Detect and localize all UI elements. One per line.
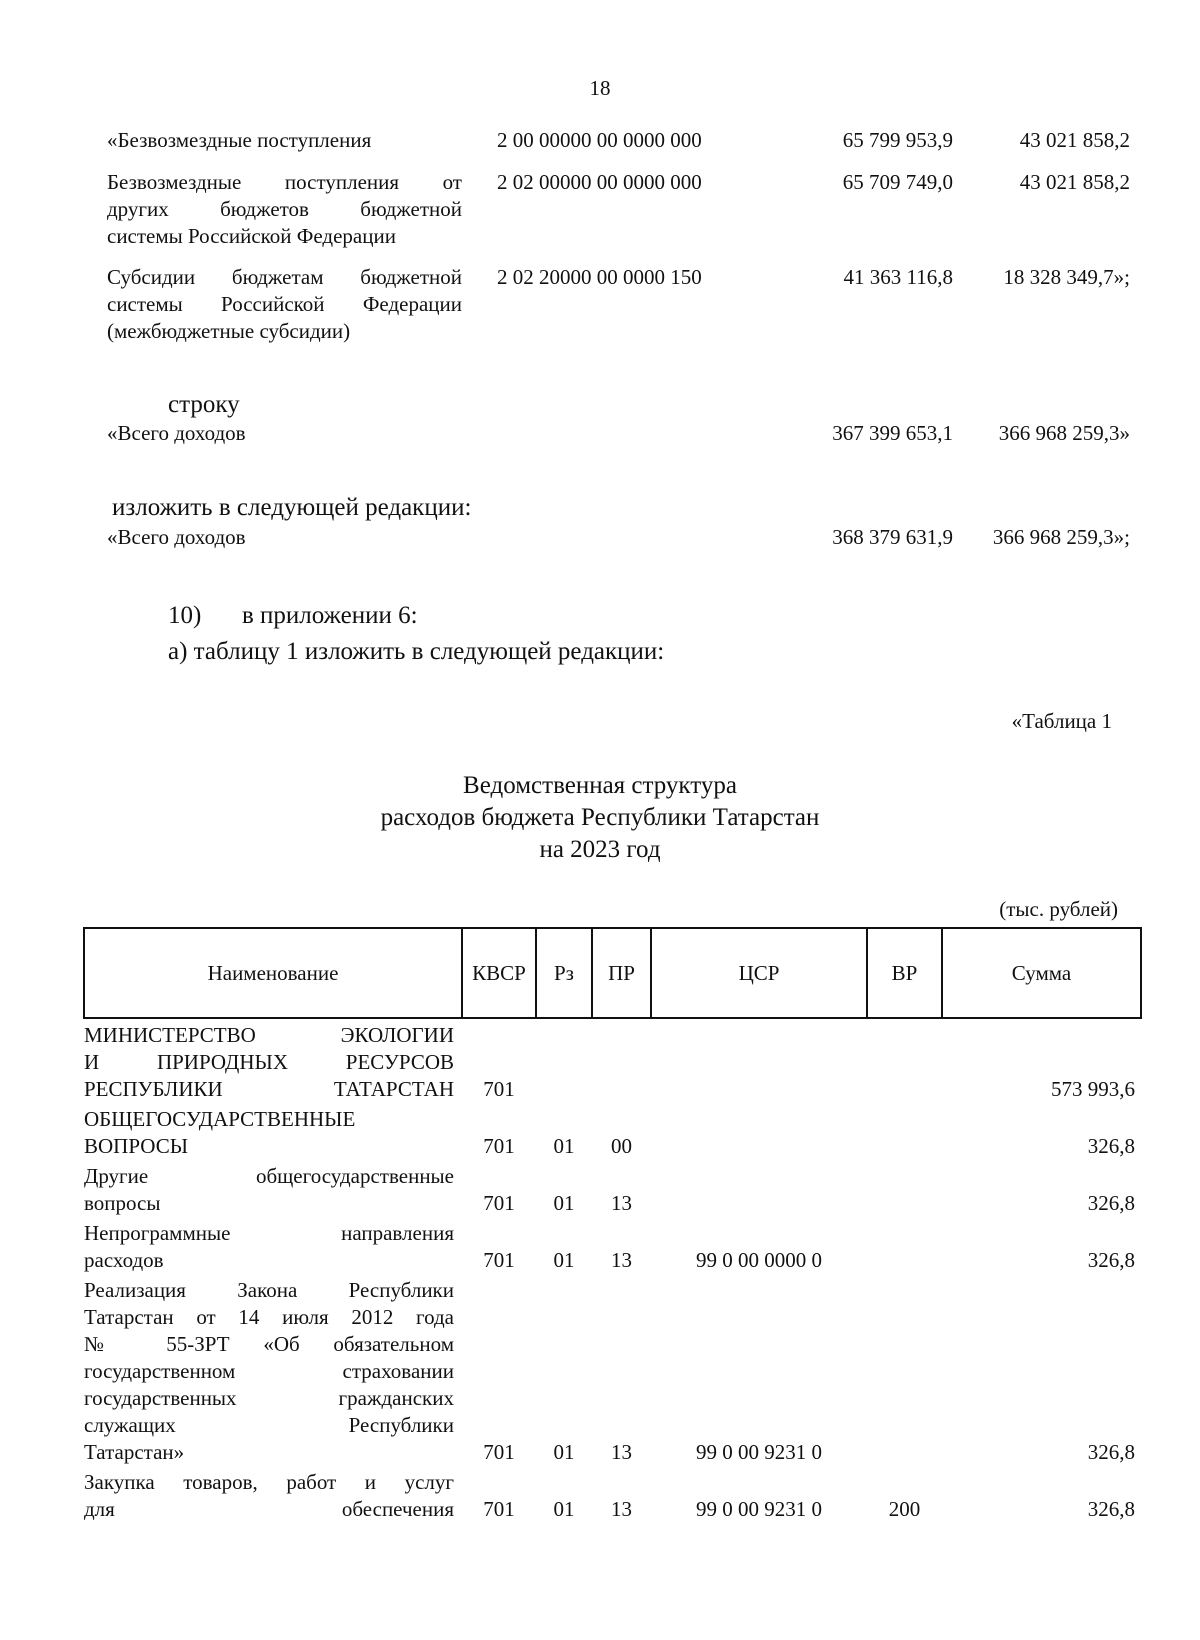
row-sum: 326,8 bbox=[1087, 1497, 1135, 1521]
row-vr bbox=[867, 1018, 942, 1103]
header-rz: Рз bbox=[536, 928, 592, 1018]
income-name-line: системы Российской Федерации bbox=[107, 292, 462, 316]
row-name-line: И ПРИРОДНЫХ РЕСУРСОВ bbox=[84, 1050, 454, 1074]
row-name bbox=[84, 1103, 462, 1160]
row-name-line: ОБЩЕГОСУДАРСТВЕННЫЕ bbox=[84, 1107, 356, 1131]
table-row bbox=[84, 1466, 1141, 1523]
total-old-value-2: 366 968 259,3» bbox=[998, 421, 1130, 445]
row-pr: 13 bbox=[611, 1497, 632, 1521]
row-vr bbox=[867, 1103, 942, 1160]
row-rz bbox=[536, 1018, 592, 1103]
header-kvsr: КВСР bbox=[462, 928, 536, 1018]
row-pr: 00 bbox=[611, 1134, 632, 1158]
row-name-line: Реализация Закона Республики bbox=[84, 1278, 454, 1302]
income-name-line: системы Российской Федерации bbox=[107, 224, 396, 248]
row-name-line: вопросы bbox=[84, 1191, 161, 1215]
income-name-line: Субсидии бюджетам бюджетной bbox=[107, 265, 462, 289]
income-row-value-1: 65 709 749,0 bbox=[842, 170, 953, 194]
row-rz: 01 bbox=[553, 1134, 575, 1158]
row-name-line: Татарстан от 14 июля 2012 года bbox=[84, 1305, 454, 1329]
item-10-text: в приложении 6: bbox=[242, 602, 418, 629]
row-rz: 01 bbox=[553, 1497, 575, 1521]
row-name bbox=[84, 1018, 462, 1103]
income-row-code: 2 02 00000 00 0000 000 bbox=[497, 170, 702, 194]
table-title-line: расходов бюджета Республики Татарстан bbox=[380, 804, 820, 831]
row-rz: 01 bbox=[553, 1248, 575, 1272]
row-csr bbox=[651, 1160, 867, 1217]
income-row-code: 2 00 00000 00 0000 000 bbox=[497, 128, 702, 152]
header-name: Наименование bbox=[84, 928, 462, 1018]
table-row bbox=[84, 1160, 1141, 1217]
table-row bbox=[84, 1018, 1141, 1103]
income-row-name bbox=[107, 127, 462, 154]
table-row bbox=[84, 1103, 1141, 1160]
row-name-line: Другие общегосударственные bbox=[84, 1164, 454, 1188]
row-csr: 99 0 00 9231 0 bbox=[696, 1440, 822, 1464]
row-name-line: расходов bbox=[84, 1248, 164, 1272]
units-label: (тыс. рублей) bbox=[999, 897, 1118, 921]
item-10-number: 10) bbox=[168, 602, 202, 629]
row-name-line: служащих Республики bbox=[84, 1413, 454, 1437]
row-name-line: Татарстан» bbox=[84, 1440, 185, 1464]
income-name-line: «Безвозмездные поступления bbox=[107, 128, 372, 152]
row-csr: 99 0 00 0000 0 bbox=[696, 1248, 822, 1272]
table-row bbox=[84, 1217, 1141, 1274]
row-sum: 573 993,6 bbox=[1051, 1077, 1135, 1101]
row-name-line: ВОПРОСЫ bbox=[84, 1134, 189, 1158]
row-sum: 326,8 bbox=[1087, 1191, 1135, 1215]
total-old-label: «Всего доходов bbox=[107, 421, 246, 445]
row-name-line: для обеспечения bbox=[84, 1497, 454, 1521]
income-row-value-2: 43 021 858,2 bbox=[1019, 170, 1130, 194]
row-vr: 200 bbox=[888, 1497, 921, 1521]
table-title-line: на 2023 год bbox=[539, 836, 661, 863]
row-name-line: Закупка товаров, работ и услуг bbox=[84, 1470, 454, 1494]
table-header-row bbox=[84, 928, 1141, 1018]
row-name-line: РЕСПУБЛИКИ ТАТАРСТАН bbox=[84, 1077, 454, 1101]
text-stroku: строку bbox=[168, 391, 240, 418]
table-row bbox=[84, 1274, 1141, 1466]
row-pr bbox=[592, 1018, 651, 1103]
text-izlozhit: изложить в следующей редакции: bbox=[112, 494, 472, 521]
row-name-line: государственном страховании bbox=[84, 1359, 454, 1383]
income-row-value-2: 43 021 858,2 bbox=[1019, 128, 1130, 152]
row-kvsr: 701 bbox=[483, 1191, 515, 1215]
header-sum: Сумма bbox=[942, 928, 1141, 1018]
row-name bbox=[84, 1274, 462, 1466]
row-csr: 99 0 00 9231 0 bbox=[696, 1497, 822, 1521]
row-sum: 326,8 bbox=[1087, 1134, 1135, 1158]
income-row-name bbox=[107, 169, 462, 250]
row-csr bbox=[651, 1103, 867, 1160]
row-csr bbox=[651, 1018, 867, 1103]
row-pr: 13 bbox=[611, 1248, 632, 1272]
row-rz: 01 bbox=[553, 1440, 575, 1464]
total-new-value-1: 368 379 631,9 bbox=[832, 525, 953, 549]
income-row-value-1: 41 363 116,8 bbox=[843, 265, 953, 289]
total-new-value-2: 366 968 259,3»; bbox=[992, 525, 1130, 549]
row-name-line: Непрограммные направления bbox=[84, 1221, 454, 1245]
row-kvsr: 701 bbox=[483, 1248, 515, 1272]
row-sum: 326,8 bbox=[1087, 1248, 1135, 1272]
table-title-line: Ведомственная структура bbox=[463, 772, 737, 799]
row-kvsr: 701 bbox=[483, 1077, 515, 1101]
table-label: «Таблица 1 bbox=[1011, 709, 1112, 733]
row-name bbox=[84, 1160, 462, 1217]
row-vr bbox=[867, 1160, 942, 1217]
income-row-value-1: 65 799 953,9 bbox=[842, 128, 953, 152]
header-csr: ЦСР bbox=[651, 928, 867, 1018]
row-pr: 13 bbox=[611, 1191, 632, 1215]
header-vr: ВР bbox=[867, 928, 942, 1018]
total-old-value-1: 367 399 653,1 bbox=[832, 421, 953, 445]
row-name-line: МИНИСТЕРСТВО ЭКОЛОГИИ bbox=[84, 1023, 454, 1047]
row-kvsr: 701 bbox=[483, 1134, 515, 1158]
row-kvsr: 701 bbox=[483, 1497, 515, 1521]
row-pr: 13 bbox=[611, 1440, 632, 1464]
income-name-line: (межбюджетные субсидии) bbox=[107, 319, 351, 343]
row-kvsr: 701 bbox=[483, 1440, 515, 1464]
row-rz: 01 bbox=[553, 1191, 575, 1215]
row-vr bbox=[867, 1274, 942, 1466]
row-name-line: № 55-ЗРТ «Об обязательном bbox=[84, 1332, 454, 1356]
total-new-label: «Всего доходов bbox=[107, 525, 246, 549]
item-a-text: а) таблицу 1 изложить в следующей редакции: bbox=[168, 638, 665, 665]
income-row-code: 2 02 20000 00 0000 150 bbox=[497, 265, 702, 289]
page-number: 18 bbox=[589, 76, 611, 100]
table-title bbox=[0, 770, 1200, 866]
row-sum: 326,8 bbox=[1087, 1440, 1135, 1464]
row-name bbox=[84, 1217, 462, 1274]
income-name-line: Безвозмездные поступления от bbox=[107, 170, 462, 194]
row-vr bbox=[867, 1217, 942, 1274]
income-row-value-2: 18 328 349,7»; bbox=[1003, 265, 1130, 289]
header-pr: ПР bbox=[592, 928, 651, 1018]
row-name-line: государственных гражданских bbox=[84, 1386, 454, 1410]
dept-structure-table bbox=[83, 927, 1142, 1523]
income-row-name bbox=[107, 264, 462, 345]
row-name bbox=[84, 1466, 462, 1523]
income-name-line: других бюджетов бюджетной bbox=[107, 197, 462, 221]
